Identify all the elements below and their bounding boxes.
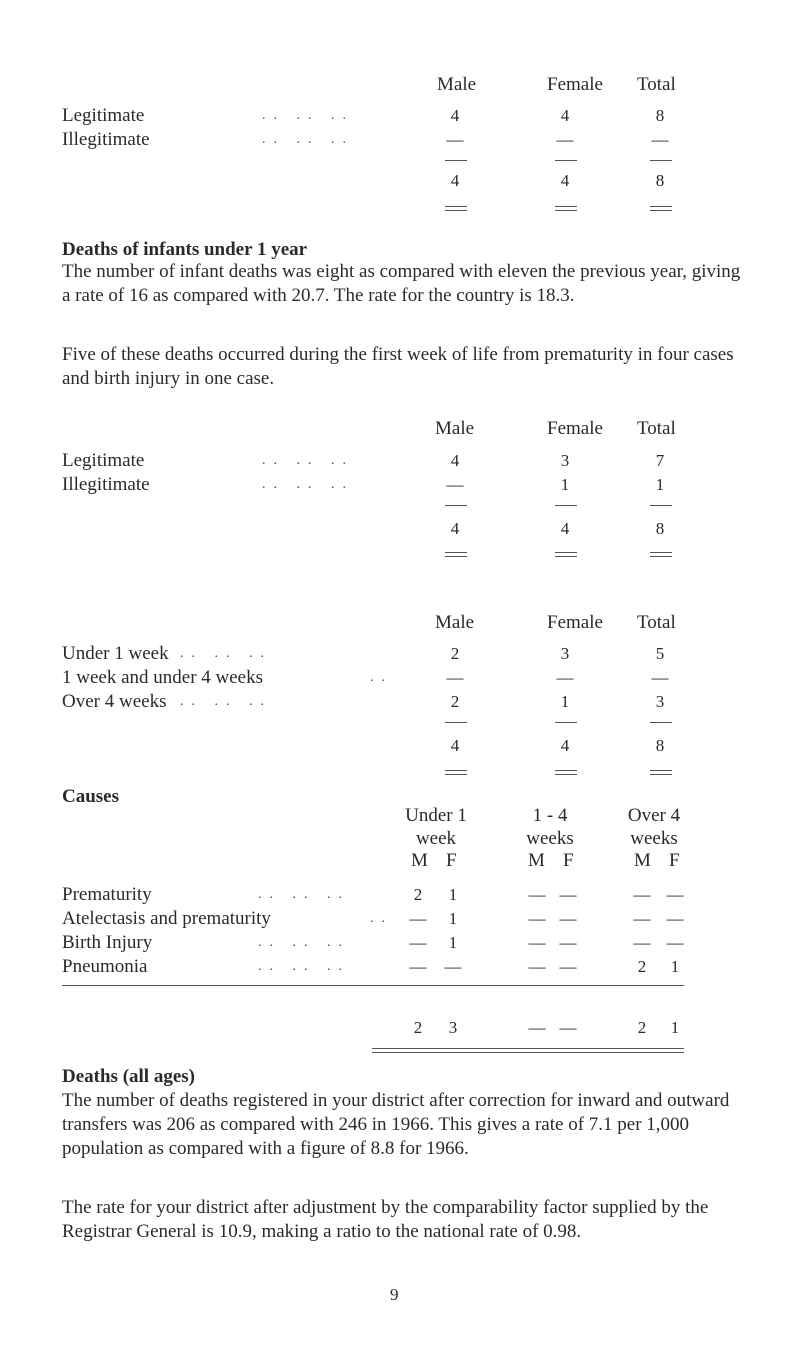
leader-dots: .. .. ..: [258, 959, 350, 974]
group-header-1-4-weeks-line2: weeks: [526, 828, 574, 849]
row-label-illegitimate: Illegitimate: [62, 129, 150, 150]
paragraph: The rate for your district after adjustment by the comparability factor supplied by the Registrar General is 10.9, making a ratio to the national rate of 0.98.: [62, 1197, 709, 1242]
sum-rule: [555, 505, 577, 506]
cell: 3: [655, 692, 665, 711]
cell: —: [633, 909, 651, 928]
sum-rule: [445, 160, 467, 161]
cell: —: [446, 130, 464, 149]
leader-dots: .. .. ..: [262, 477, 354, 492]
group-header-under-1-week-line2: week: [415, 828, 457, 849]
sub-header-m: M: [634, 850, 651, 871]
cell: 5: [655, 644, 665, 663]
cell: 7: [655, 451, 665, 470]
total-cell: 8: [655, 736, 665, 755]
double-rule: [650, 770, 672, 775]
row-label-birth-injury: Birth Injury: [62, 932, 153, 953]
cell: 2: [637, 957, 647, 976]
section-title-causes: Causes: [62, 786, 120, 807]
total-cell: 4: [450, 736, 460, 755]
cell: —: [633, 933, 651, 952]
total-cell: 2: [637, 1018, 647, 1037]
cell: —: [446, 475, 464, 494]
total-cell: —: [528, 1018, 546, 1037]
double-rule: [445, 206, 467, 211]
sum-rule: [650, 722, 672, 723]
group-header-1-4-weeks: 1 - 4: [532, 805, 568, 826]
total-cell: 4: [450, 171, 460, 190]
cell: 2: [450, 644, 460, 663]
total-cell: 2: [413, 1018, 423, 1037]
cell: —: [651, 668, 669, 687]
leader-dots: .. .. ..: [180, 646, 272, 661]
cell: —: [556, 668, 574, 687]
col-header-female: Female: [547, 418, 603, 439]
cell: —: [559, 885, 577, 904]
total-cell: 4: [560, 171, 570, 190]
row-label-illegitimate: Illegitimate: [62, 474, 150, 495]
cell: —: [528, 885, 546, 904]
section-title-all-ages: Deaths (all ages): [62, 1066, 195, 1087]
col-header-male: Male: [435, 612, 475, 633]
double-rule: [650, 552, 672, 557]
cell: —: [556, 130, 574, 149]
leader-dots: .. .. ..: [262, 453, 354, 468]
sub-header-f: F: [446, 850, 457, 871]
row-label-over-4-weeks: Over 4 weeks: [62, 691, 167, 712]
cell: 4: [450, 451, 460, 470]
col-header-male: Male: [437, 74, 477, 95]
col-header-female: Female: [547, 74, 603, 95]
cell: —: [444, 957, 462, 976]
group-header-over-4-weeks: Over 4: [627, 805, 681, 826]
sub-header-f: F: [563, 850, 574, 871]
cell: 3: [560, 451, 570, 470]
cell: —: [528, 909, 546, 928]
sum-rule: [445, 722, 467, 723]
cell: —: [409, 933, 427, 952]
group-header-over-4-weeks-line2: weeks: [630, 828, 678, 849]
cell: 1: [448, 909, 458, 928]
total-cell: 8: [655, 519, 665, 538]
cell: —: [528, 933, 546, 952]
total-cell: —: [559, 1018, 577, 1037]
cell: 4: [560, 106, 570, 125]
leader-dots: ..: [370, 911, 393, 926]
cell: —: [651, 130, 669, 149]
total-cell: 4: [560, 519, 570, 538]
double-rule: [372, 1048, 684, 1053]
cell: —: [633, 885, 651, 904]
row-label-pneumonia: Pneumonia: [62, 956, 148, 977]
sum-rule: [555, 722, 577, 723]
sum-rule: [445, 505, 467, 506]
section-title-infant-deaths: Deaths of infants under 1 year: [62, 239, 308, 260]
cell: —: [559, 909, 577, 928]
cell: —: [528, 957, 546, 976]
double-rule: [445, 770, 467, 775]
cell: 1: [670, 957, 680, 976]
row-label-prematurity: Prematurity: [62, 884, 152, 905]
cell: 4: [450, 106, 460, 125]
row-label-legitimate: Legitimate: [62, 105, 145, 126]
row-label-atelectasis: Atelectasis and prematurity: [62, 908, 271, 929]
cell: 1: [655, 475, 665, 494]
page-number: 9: [390, 1285, 399, 1304]
cell: —: [666, 909, 684, 928]
double-rule: [555, 770, 577, 775]
cell: —: [666, 885, 684, 904]
cell: —: [559, 933, 577, 952]
double-rule: [555, 552, 577, 557]
cell: —: [409, 909, 427, 928]
double-rule: [445, 552, 467, 557]
leader-dots: .. .. ..: [258, 887, 350, 902]
paragraph: The number of deaths registered in your district after correction for inward and outward transfers was 206 as compared with 246 in 1966. This gives a rate of 7.1 per 1,000 population as compared with a figure of 8.8 for 1966.: [62, 1090, 730, 1159]
sub-header-f: F: [669, 850, 680, 871]
row-label-legitimate: Legitimate: [62, 450, 145, 471]
row-label-under-1-week: Under 1 week: [62, 643, 169, 664]
sum-rule: [650, 505, 672, 506]
cell: —: [446, 668, 464, 687]
paragraph: The number of infant deaths was eight as compared with eleven the previous year, giving a rate of 16 as compared with 20.7. The rate for the country is 18.3.: [62, 261, 741, 306]
col-header-total: Total: [637, 418, 676, 439]
total-cell: 4: [560, 736, 570, 755]
cell: 2: [413, 885, 423, 904]
col-header-female: Female: [547, 612, 603, 633]
cell: 8: [655, 106, 665, 125]
table-rule: [62, 985, 684, 986]
cell: 1: [448, 933, 458, 952]
cell: 1: [448, 885, 458, 904]
row-label-1-to-4-weeks: 1 week and under 4 weeks: [62, 667, 264, 688]
cell: 2: [450, 692, 460, 711]
double-rule: [555, 206, 577, 211]
col-header-male: Male: [435, 418, 475, 439]
leader-dots: .. .. ..: [262, 132, 354, 147]
sub-header-m: M: [528, 850, 545, 871]
leader-dots: .. .. ..: [262, 108, 354, 123]
sum-rule: [650, 160, 672, 161]
total-cell: 8: [655, 171, 665, 190]
group-header-under-1-week: Under 1: [405, 805, 467, 826]
cell: —: [559, 957, 577, 976]
total-cell: 4: [450, 519, 460, 538]
leader-dots: .. .. ..: [180, 694, 272, 709]
cell: 1: [560, 692, 570, 711]
paragraph: Five of these deaths occurred during the first week of life from prematurity in four cases and birth injury in one case.: [62, 344, 734, 389]
cell: —: [666, 933, 684, 952]
cell: 3: [560, 644, 570, 663]
col-header-total: Total: [637, 612, 676, 633]
cell: —: [409, 957, 427, 976]
sum-rule: [555, 160, 577, 161]
leader-dots: ..: [370, 670, 393, 685]
total-cell: 3: [448, 1018, 458, 1037]
cell: 1: [560, 475, 570, 494]
leader-dots: .. .. ..: [258, 935, 350, 950]
sub-header-m: M: [411, 850, 428, 871]
total-cell: 1: [670, 1018, 680, 1037]
double-rule: [650, 206, 672, 211]
col-header-total: Total: [637, 74, 676, 95]
